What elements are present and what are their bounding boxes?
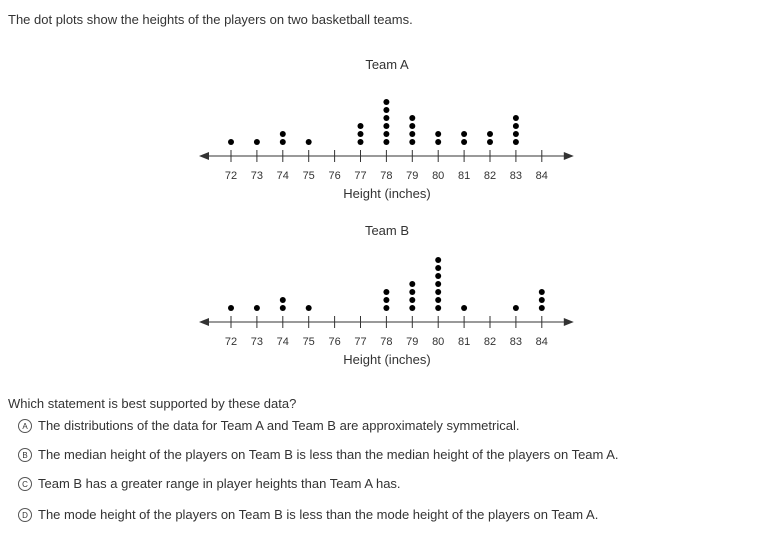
team-a-tick-label: 76 — [328, 170, 341, 182]
team-b-axis-arrow-right — [564, 318, 574, 326]
team-b-dot — [409, 289, 415, 295]
team-b-dot — [539, 305, 545, 311]
option-d-label: The mode height of the players on Team B is less than the mode height of the players on Team A. — [38, 507, 599, 522]
team-a-dot — [409, 139, 415, 145]
team-a-dot — [254, 139, 260, 145]
team-a-tick-label: 77 — [354, 170, 367, 182]
team-b-dot — [280, 305, 286, 311]
question-text: Which statement is best supported by these data? — [8, 396, 297, 411]
team-b-tick-label: 81 — [457, 336, 471, 348]
team-a-axis-arrow-left — [199, 152, 209, 160]
team-b-tick-label: 79 — [406, 336, 419, 348]
team-b-dot — [409, 305, 415, 311]
team-a-tick-label: 84 — [535, 170, 548, 182]
team-a-tick-label: 81 — [457, 170, 471, 182]
team-a-tick-label: 78 — [380, 170, 393, 182]
team-b-dot — [435, 297, 441, 303]
team-b-dot — [383, 297, 389, 303]
team-b-dot — [409, 281, 415, 287]
team-a-tick-label: 72 — [224, 170, 238, 182]
option-c[interactable] — [18, 476, 401, 491]
team-a-dot — [409, 115, 415, 121]
team-a-dot — [461, 139, 467, 145]
team-b-tick-label: 77 — [354, 336, 367, 348]
team-a-dot — [383, 123, 389, 129]
team-b-dot — [409, 297, 415, 303]
team-a-tick-label: 73 — [250, 170, 264, 182]
team-a-tick-label: 83 — [509, 170, 523, 182]
team-b-axis-arrow-left — [199, 318, 209, 326]
team-b-dot — [461, 305, 467, 311]
team-a-dot — [383, 99, 389, 105]
team-b-dot — [435, 281, 441, 287]
team-a-dot — [513, 115, 519, 121]
team-a-dot — [358, 123, 364, 129]
team-a-dot — [280, 139, 286, 145]
team-b-dot — [254, 305, 260, 311]
team-b-dot — [383, 305, 389, 311]
team-a-tick-label: 75 — [302, 170, 315, 182]
option-a-label: The distributions of the data for Team A and Team B are approximately symmetrical. — [38, 418, 520, 433]
team-a-title: Team A — [365, 57, 409, 72]
team-a-dot — [358, 139, 364, 145]
team-b-tick-label: 75 — [302, 336, 315, 348]
team-b-dot — [306, 305, 312, 311]
team-b-dot — [435, 289, 441, 295]
team-b-tick-label: 76 — [328, 336, 341, 348]
team-a-dot — [487, 139, 493, 145]
team-a-dot — [513, 139, 519, 145]
option-c-label: Team B has a greater range in player heights than Team A has. — [38, 476, 401, 491]
team-a-tick-label: 79 — [406, 170, 419, 182]
team-a-dot — [383, 115, 389, 121]
team-b-dot — [280, 297, 286, 303]
option-a[interactable] — [18, 418, 519, 433]
team-a-tick-label: 74 — [276, 170, 289, 182]
team-a-tick-label: 80 — [432, 170, 445, 182]
team-a-dot — [435, 139, 441, 145]
team-a-dot — [358, 131, 364, 137]
team-b-tick-label: 83 — [509, 336, 523, 348]
option-d[interactable] — [18, 507, 598, 522]
team-b-dot — [228, 305, 234, 311]
option-b-radio[interactable]: B — [18, 448, 32, 462]
team-b-tick-label: 82 — [483, 336, 497, 348]
team-a-axis-arrow-right — [564, 152, 574, 160]
team-a-dot — [409, 123, 415, 129]
team-b-dot — [435, 265, 441, 271]
team-b-dot — [539, 289, 545, 295]
option-b[interactable] — [18, 447, 619, 462]
team-b-tick-label: 74 — [276, 336, 289, 348]
option-a-radio[interactable]: A — [18, 419, 32, 433]
team-a-dot — [383, 107, 389, 113]
team-b-dot — [435, 273, 441, 279]
team-b-tick-label: 72 — [224, 336, 238, 348]
option-c-radio[interactable]: C — [18, 477, 32, 491]
team-a-dot — [306, 139, 312, 145]
team-a-dot — [487, 131, 493, 137]
team-a-dot — [280, 131, 286, 137]
team-b-xlabel: Height (inches) — [343, 352, 431, 367]
team-b-dot — [539, 297, 545, 303]
team-b-dot — [513, 305, 519, 311]
team-a-xlabel: Height (inches) — [343, 186, 431, 201]
team-b-tick-label: 78 — [380, 336, 393, 348]
team-a-dot — [383, 139, 389, 145]
team-a-dot — [228, 139, 234, 145]
team-a-dot — [513, 123, 519, 129]
team-b-tick-label: 84 — [535, 336, 548, 348]
team-b-dot — [435, 305, 441, 311]
team-b-tick-label: 73 — [250, 336, 264, 348]
team-a-dot — [409, 131, 415, 137]
team-a-dot — [383, 131, 389, 137]
team-a-dot — [461, 131, 467, 137]
team-a-dot — [435, 131, 441, 137]
intro-text: The dot plots show the heights of the players on two basketball teams. — [8, 12, 413, 27]
team-a-tick-label: 82 — [483, 170, 497, 182]
team-b-dot — [435, 257, 441, 263]
team-a-dot — [513, 131, 519, 137]
option-d-radio[interactable]: D — [18, 508, 32, 522]
team-b-title: Team B — [364, 223, 410, 238]
team-b-dot — [383, 289, 389, 295]
team-b-tick-label: 80 — [432, 336, 445, 348]
option-b-label: The median height of the players on Team B is less than the median height of the players on Team A. — [38, 447, 619, 462]
